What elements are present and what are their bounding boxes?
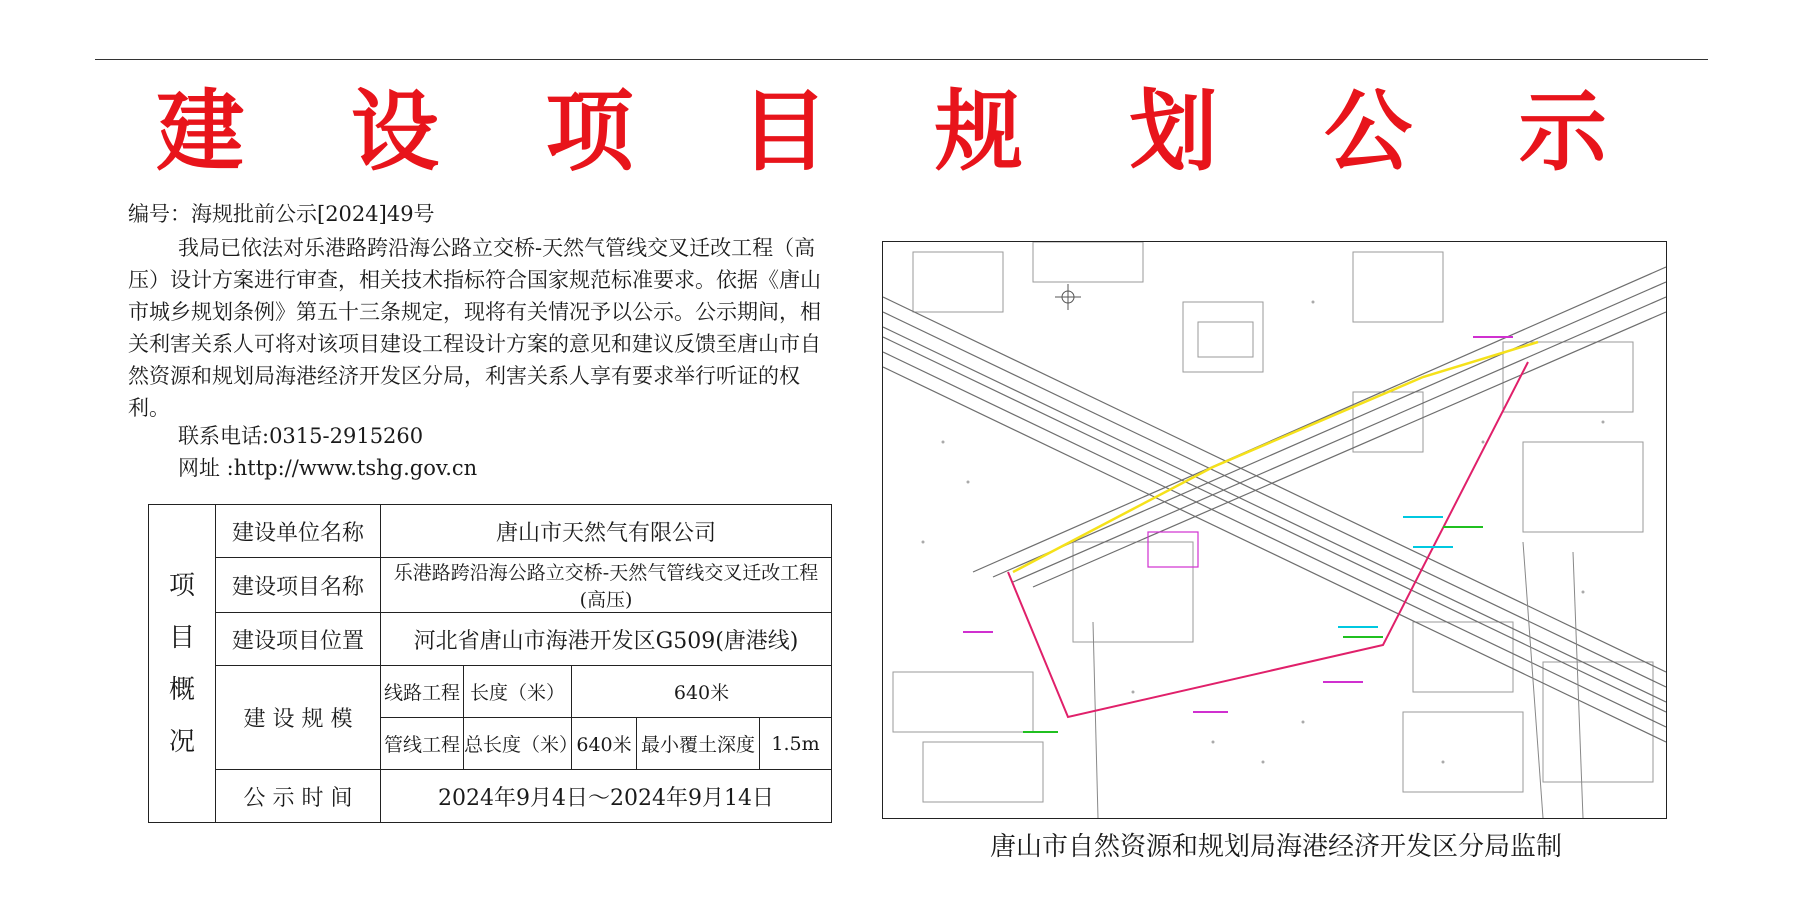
side-header-char: 概 [168,674,195,705]
site-map [882,241,1667,819]
scale-label: 建 设 规 模 [216,666,381,770]
period-value: 2024年9月4日～2024年9月14日 [381,770,832,823]
total-length-label: 总长度（米） [464,718,572,770]
side-header [149,505,216,823]
issuer-footer: 唐山市自然资源和规划局海港经济开发区分局监制 [990,832,1563,862]
pipe-work-label: 管线工程 [381,718,464,770]
gas-line [1013,342,1538,572]
top-divider [95,59,1708,60]
website-link[interactable]: 网址 :http://www.tshg.gov.cn [178,456,478,480]
project-name-label: 建设项目名称 [216,558,381,613]
unit-value: 唐山市天然气有限公司 [381,505,832,558]
line-work-label: 线路工程 [381,666,464,718]
contact-info [178,420,477,484]
side-header-char: 目 [168,622,195,653]
side-header-char: 况 [168,726,195,757]
vertical-streets [1093,542,1583,818]
length-value: 640米 [572,666,832,718]
page-title: 建 设 项 目 规 划 公 示 [156,80,1645,183]
min-cover-value: 1.5m [760,718,832,770]
notice-body [128,232,828,424]
side-header-char: 项 [168,570,195,601]
highway-lines [883,297,1666,742]
building-outlines [893,242,1653,802]
annotation-markers [963,337,1513,732]
period-label: 公 示 时 间 [216,770,381,823]
contact-phone: 联系电话:0315-2915260 [178,424,424,448]
total-length-value: 640米 [572,718,637,770]
project-name-value: 乐港路跨沿海公路立交桥-天然气管线交叉迁改工程(高压) [381,558,832,613]
location-label: 建设项目位置 [216,613,381,666]
location-value: 河北省唐山市海港开发区G509(唐港线) [381,613,832,666]
unit-label: 建设单位名称 [216,505,381,558]
north-arrow-icon [1055,284,1081,310]
site-map-drawing [883,242,1666,818]
min-cover-label: 最小覆土深度 [637,718,760,770]
project-summary-table [148,504,832,823]
body-paragraph: 我局已依法对乐港路跨沿海公路立交桥-天然气管线交叉迁改工程（高压）设计方案进行审查，相关技术指标符合国家规范标准要求。依据《唐山市城乡规划条例》第五十三条规定，现将有关情况予以公示。公示期间，相关利害关系人可将对该项目建设工程设计方案的意见和建议反馈至唐山市自然资源和规划局海港经济开发区分局，利害关系人享有要求举行听证的权利。 [128,236,821,420]
parcel-outline [1148,532,1198,567]
relocation-route [1008,362,1528,717]
notice-number: 编号：海规批前公示[2024]49号 [128,202,435,226]
length-label: 长度（米） [464,666,572,718]
